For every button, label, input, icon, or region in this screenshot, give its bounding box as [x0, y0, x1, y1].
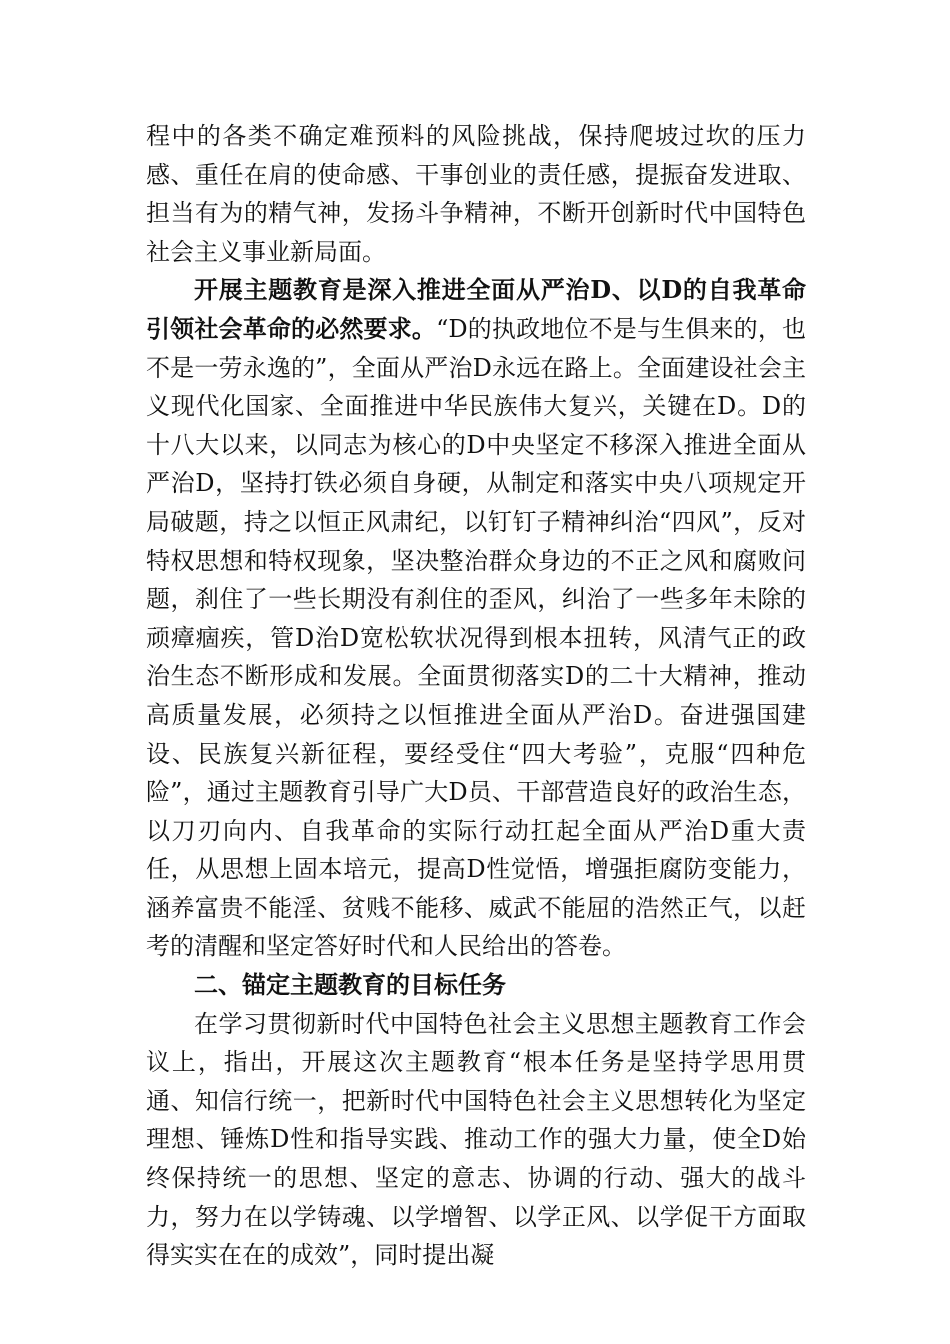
document-page	[146, 117, 806, 1275]
paragraph-self-revolution	[146, 271, 806, 966]
paragraph-lead-sentence: 开展主题教育是深入推进全面从严治D、以D的自我革命引领社会革命的必然要求。	[146, 275, 806, 343]
paragraph-continuation: 程中的各类不确定难预料的风险挑战，保持爬坡过坎的压力感、重任在肩的使命感、干事创业的责任感，提振奋发进取、担当有为的精气神，发扬斗争精神，不断开创新时代中国特色社会主义事业新局面。	[146, 122, 806, 266]
paragraph-objectives: 在学习贯彻新时代中国特色社会主义思想主题教育工作会议上，指出，开展这次主题教育“根本任务是坚持学思用贯通、知信行统一，把新时代中国特色社会主义思想转化为坚定理想、锤炼D性和指导实践、推动工作的强大力量，使全D始终保持统一的思想、坚定的意志、协调的行动、强大的战斗力，努力在以学铸魂、以学增智、以学正风、以学促干方面取得实实在在的成效”，同时提出凝	[146, 1009, 806, 1270]
paragraph-body-text: “D的执政地位不是与生俱来的，也不是一劳永逸的”，全面从严治D永远在路上。全面建设社会主义现代化国家、全面推进中华民族伟大复兴，关键在D。D的十八大以来，以同志为核心的D中央坚定不移深入推进全面从严治D，坚持打铁必须自身硬，从制定和落实中央八项规定开局破题，持之以恒正风肃纪，以钉钉子精神纠治“四风”，反对特权思想和特权现象，坚决整治群众身边的不正之风和腐败问题，刹住了一些长期没有刹住的歪风，纠治了一些多年未除的顽瘴痼疾，管D治D宽松软状况得到根本扭转，风清气正的政治生态不断形成和发展。全面贯彻落实D的二十大精神，推动高质量发展，必须持之以恒推进全面从严治D。奋进强国建设、民族复兴新征程，要经受住“四大考验”，克服“四种危险”，通过主题教育引导广大D员、干部营造良好的政治生态，以刀刃向内、自我革命的实际行动扛起全面从严治D重大责任，从思想上固本培元，提高D性觉悟，增强拒腐防变能力，涵养富贵不能淫、贫贱不能移、威武不能屈的浩然正气，以赶考的清醒和坚定答好时代和人民给出的答卷。	[146, 314, 807, 961]
section-heading: 二、锚定主题教育的目标任务	[194, 971, 506, 1000]
